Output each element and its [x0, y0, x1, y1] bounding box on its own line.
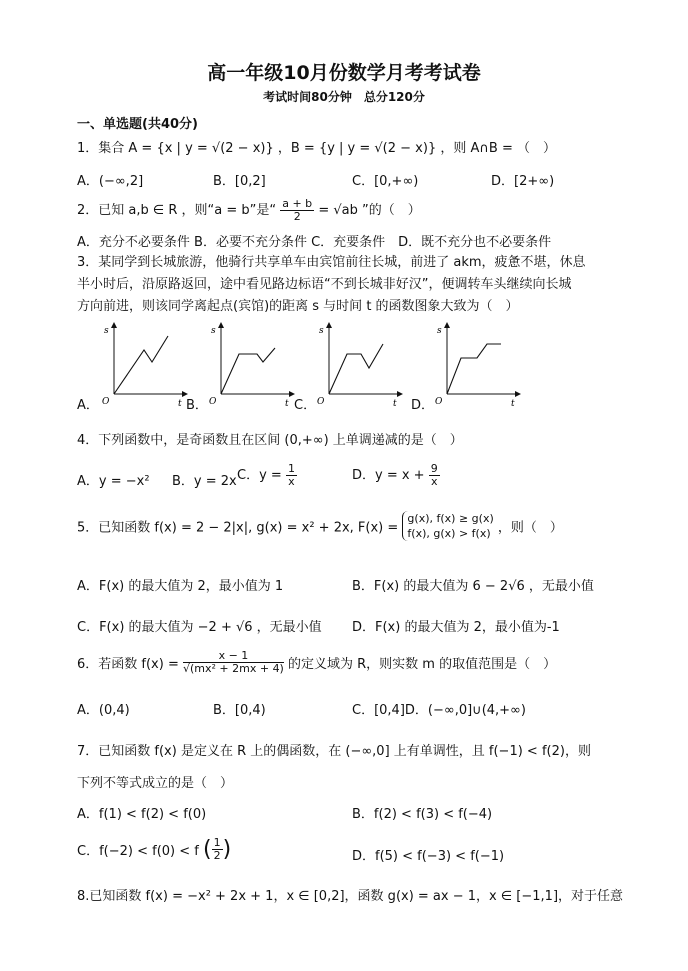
- q3-line-3: 方向前进，则该同学离起点(宾馆)的距离 s 与时间 t 的函数图象大致为（ ）: [77, 299, 519, 314]
- q5-option-d: D．F(x) 的最大值为 2，最小值为-1: [352, 620, 560, 635]
- q7-option-a: A．f(1) < f(2) < f(0): [77, 807, 207, 822]
- q1-option-a: A．(−∞,2]: [77, 174, 144, 189]
- q3-graph-a: [98, 322, 188, 408]
- page-title: 高一年级10月份数学月考考试卷: [207, 62, 481, 84]
- origin-label: O: [317, 397, 325, 407]
- q6-option-b: B．[0,4): [213, 703, 266, 718]
- q4-option-d-frac: [429, 463, 440, 488]
- q5-option-a: A．F(x) 的最大值为 2，最小值为 1: [77, 579, 284, 594]
- q2-frac-den: 2: [293, 210, 301, 223]
- frac-num: x − 1: [183, 650, 284, 663]
- q4-option-c-pre: C．y =: [237, 468, 282, 483]
- q6-stem-post: 的定义域为 R，则实数 m 的取值范围是（ ）: [288, 657, 557, 672]
- axis-t-label: t: [285, 399, 289, 408]
- y-axis-arrow: [326, 322, 332, 328]
- q6-stem: [77, 650, 556, 675]
- q3-label-d: D．: [411, 398, 435, 413]
- q3-graph-d: [431, 322, 521, 408]
- q1-option-b: B．[0,2]: [213, 174, 266, 189]
- frac-den: 2: [213, 849, 221, 862]
- q4-option-d-pre: D．y = x +: [352, 468, 425, 483]
- frac-den: x: [288, 475, 295, 488]
- y-axis-arrow: [444, 322, 450, 328]
- frac-num: 1: [213, 836, 221, 849]
- q7-line-2: 下列不等式成立的是（ ）: [77, 776, 234, 791]
- q6-fraction: [183, 650, 284, 675]
- q5-stem: [77, 511, 563, 541]
- q1-option-c: C．[0,+∞): [352, 174, 419, 189]
- exam-info: 考试时间80分钟 总分120分: [263, 90, 425, 104]
- q3-label-c: C．: [294, 398, 317, 413]
- distance-curve: [447, 344, 501, 394]
- axis-s-label: s: [104, 326, 109, 336]
- q6-option-cd: C．[0,4]D．(−∞,0]∪(4,+∞): [352, 703, 526, 718]
- q7-option-c: [77, 837, 231, 862]
- distance-curve: [114, 336, 168, 394]
- y-axis-arrow: [111, 322, 117, 328]
- frac-num: 9: [430, 462, 438, 475]
- q7-line-1: 7．已知函数 f(x) 是定义在 R 上的偶函数，在 (−∞,0] 上有单调性，且 f(−1) < f(2)，则: [77, 744, 591, 759]
- q7-option-c-pre: C．f(−2) < f(0) < f: [77, 844, 199, 859]
- q4-option-b: B．y = 2x: [172, 474, 237, 489]
- q2-frac-num: a + b: [282, 197, 313, 210]
- q6-option-a: A．(0,4): [77, 703, 130, 718]
- q5-piecewise: [402, 511, 493, 541]
- section-heading: 一、单选题(共40分): [77, 117, 198, 132]
- q6-stem-pre: 6．若函数 f(x) =: [77, 657, 179, 672]
- q5-stem-post: ，则（ ）: [497, 520, 563, 536]
- q2-options: A．充分不必要条件 B．必要不充分条件 C．充要条件 D．既不充分也不必要条件: [77, 235, 552, 250]
- q2-stem: [77, 198, 421, 223]
- axis-s-label: s: [437, 326, 442, 336]
- q4-option-c: [237, 463, 297, 488]
- q5-option-b: B．F(x) 的最大值为 6 − 2√6 ，无最小值: [352, 579, 594, 594]
- q7-option-b: B．f(2) < f(3) < f(−4): [352, 807, 493, 822]
- q4-option-d: [352, 463, 440, 488]
- axis-t-label: t: [393, 399, 397, 408]
- distance-curve: [221, 348, 275, 394]
- q3-graph-b: [205, 322, 295, 408]
- frac-den: x: [430, 475, 438, 488]
- q1-option-d: D．[2+∞): [491, 174, 555, 189]
- q2-fraction: [280, 198, 314, 223]
- q4-stem: 4．下列函数中，是奇函数且在区间 (0,+∞) 上单调递减的是（ ）: [77, 433, 463, 448]
- q3-line-1: 3．某同学到长城旅游，他骑行共享单车由宾馆前往长城，前进了 akm，疲惫不堪，休息: [77, 255, 586, 270]
- q3-label-b: B．: [186, 398, 208, 413]
- q2-stem-post: = √ab ”的（ ）: [318, 203, 421, 218]
- distance-curve: [329, 344, 383, 394]
- axis-t-label: t: [511, 399, 515, 408]
- q4-option-a: A．y = −x²: [77, 474, 150, 489]
- origin-label: O: [102, 397, 110, 407]
- frac-den: √(mx² + 2mx + 4): [182, 662, 284, 675]
- axis-s-label: s: [319, 326, 324, 336]
- q7-option-c-frac: [212, 837, 223, 862]
- axis-s-label: s: [211, 326, 216, 336]
- frac-num: 1: [287, 462, 295, 475]
- q1-stem: 1．集合 A = {x | y = √(2 − x)} ，B = {y | y = √(2 − x)} ，则 A∩B = （ ）: [77, 141, 556, 156]
- x-axis-arrow: [515, 391, 521, 397]
- q5-option-c: C．F(x) 的最大值为 −2 + √6 ，无最小值: [77, 620, 322, 635]
- q5-stem-pre: 5．已知函数 f(x) = 2 − 2|x|, g(x) = x² + 2x, F(x) =: [77, 520, 399, 536]
- q8-line-1: 8.已知函数 f(x) = −x² + 2x + 1，x ∈ [0,2]，函数 g(x) = ax − 1，x ∈ [−1,1]，对于任意: [77, 889, 624, 904]
- q3-graph-c: [313, 322, 403, 408]
- x-axis-arrow: [397, 391, 403, 397]
- q5-case-1: g(x), f(x) ≥ g(x): [407, 512, 494, 525]
- q3-label-a: A．: [77, 398, 99, 413]
- q3-line-2: 半小时后，沿原路返回，途中看见路边标语“不到长城非好汉”，便调转车头继续向长城: [77, 277, 572, 292]
- q4-option-c-frac: [286, 463, 297, 488]
- origin-label: O: [209, 397, 217, 407]
- q2-stem-pre: 2．已知 a,b ∈ R ，则“a = b”是“: [77, 203, 277, 218]
- y-axis-arrow: [218, 322, 224, 328]
- origin-label: O: [435, 397, 443, 407]
- paren-right: ): [222, 837, 232, 862]
- axis-t-label: t: [178, 399, 182, 408]
- q5-case-2: f(x), g(x) > f(x): [407, 527, 491, 540]
- paren-left: (: [202, 837, 212, 862]
- q7-option-d: D．f(5) < f(−3) < f(−1): [352, 849, 505, 864]
